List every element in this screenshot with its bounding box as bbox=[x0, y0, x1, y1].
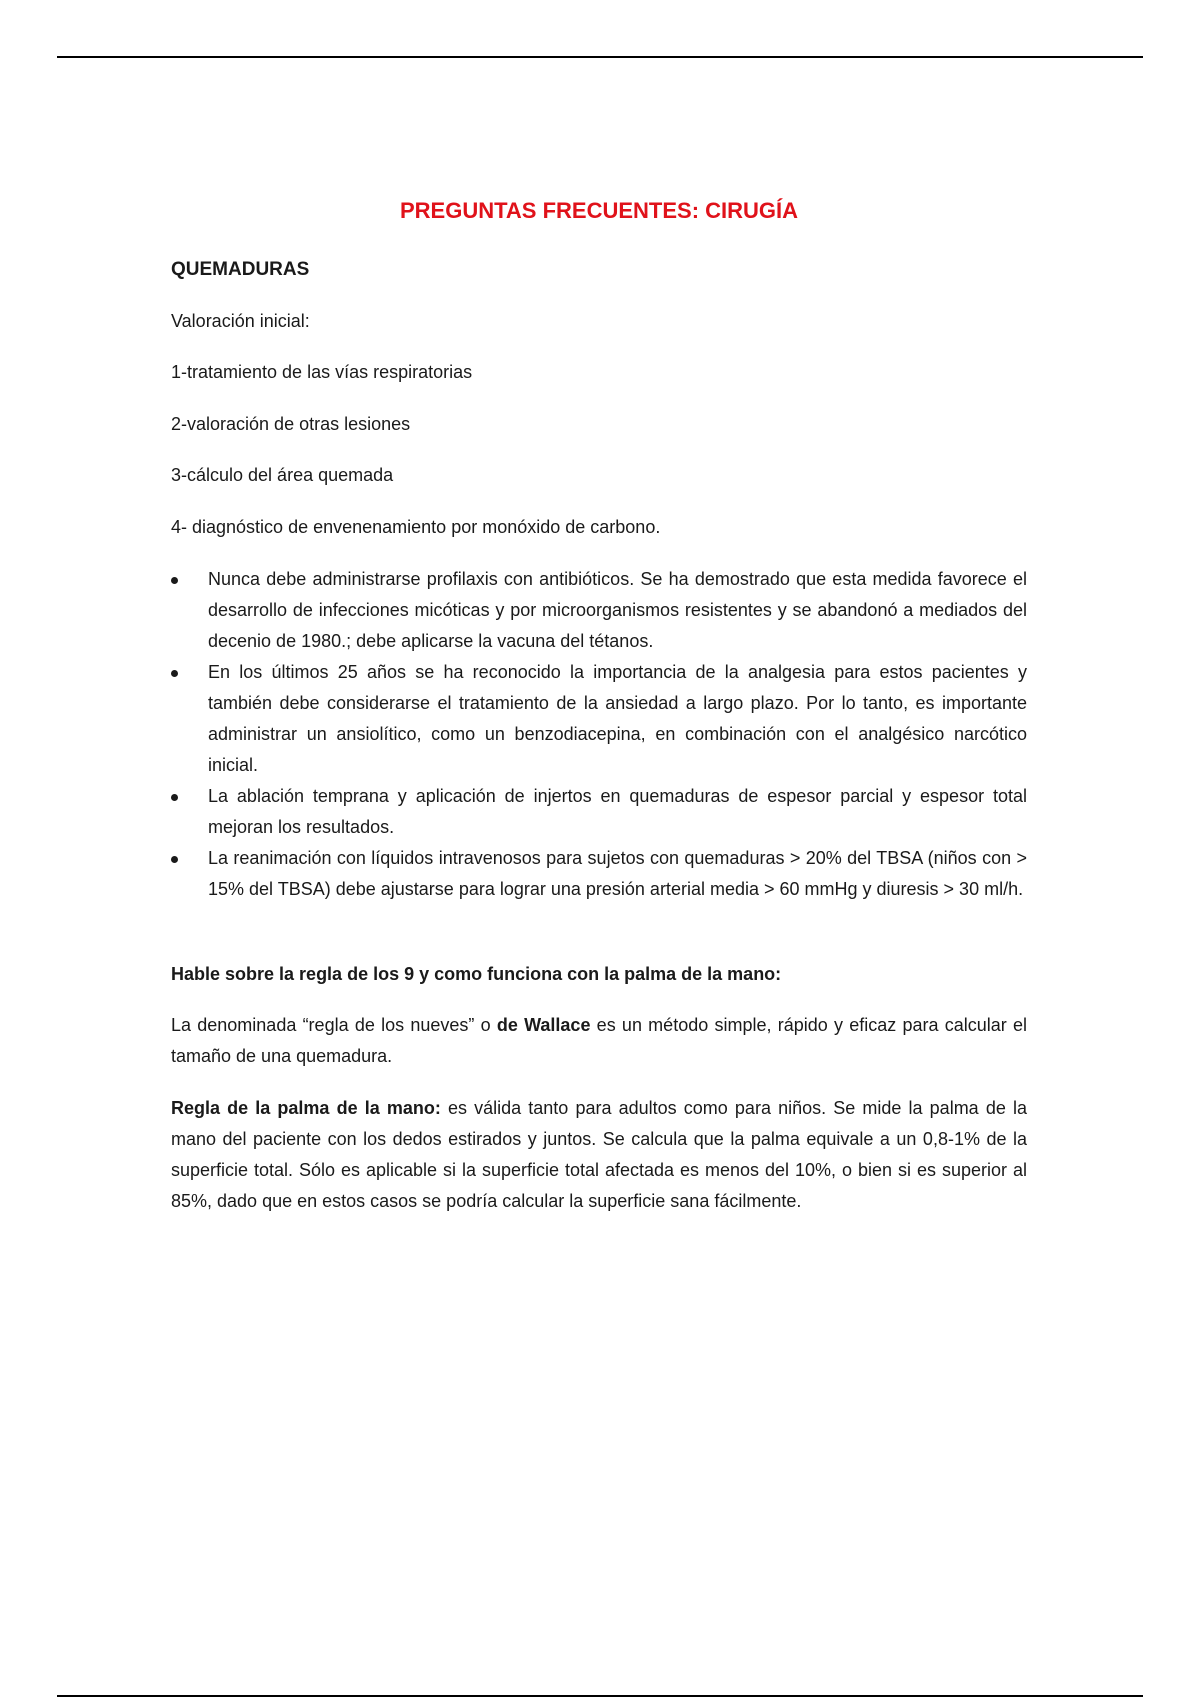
palma-bold: Regla de la palma de la mano: bbox=[171, 1098, 441, 1118]
list-item bbox=[171, 843, 1027, 905]
list-item bbox=[171, 781, 1027, 843]
bullet-text: La reanimación con líquidos intravenosos para sujetos con quemaduras > 20% del TBSA (niños con > 15% del TBSA) debe ajustarse para lograr una presión arterial media > 60 mmHg y diuresis > 30 ml/h. bbox=[208, 848, 1027, 899]
bullet-list bbox=[171, 564, 1027, 905]
wallace-bold: de Wallace bbox=[496, 1015, 591, 1035]
step-3: 3-cálculo del área quemada bbox=[171, 465, 394, 485]
step-2: 2-valoración de otras lesiones bbox=[171, 414, 411, 434]
bullet-icon bbox=[171, 794, 178, 801]
bullet-icon bbox=[171, 856, 178, 863]
wallace-paragraph bbox=[171, 1010, 1027, 1072]
footer-rule bbox=[57, 1695, 1143, 1697]
wallace-text-before: La denominada “regla de los nueves” o bbox=[171, 1015, 497, 1035]
palma-paragraph bbox=[171, 1093, 1027, 1217]
list-item bbox=[171, 657, 1027, 781]
header-rule bbox=[57, 56, 1143, 58]
wallace-text-after: es un método simple, rápido y eficaz para calcular el tamaño de una quemadura. bbox=[171, 1015, 1027, 1066]
bullet-icon bbox=[171, 577, 178, 584]
list-item bbox=[171, 564, 1027, 657]
step-1: 1-tratamiento de las vías respiratorias bbox=[171, 362, 473, 382]
question-heading: Hable sobre la regla de los 9 y como funciona con la palma de la mano: bbox=[171, 964, 782, 984]
bullet-text: En los últimos 25 años se ha reconocido la importancia de la analgesia para estos pacientes y también debe considerarse el tratamiento de la ansiedad a largo plazo. Por lo tanto, es importante administrar un ansiolítico, como un benzodiacepina, en combinación con el analgésico narcótico inicial. bbox=[208, 662, 1027, 775]
bullet-text: Nunca debe administrarse profilaxis con antibióticos. Se ha demostrado que esta medida favorece el desarrollo de infecciones micóticas y por microorganismos resistentes y se abandonó a mediados del decenio de 1980.; debe aplicarse la vacuna del tétanos. bbox=[208, 569, 1027, 651]
bullet-text: La ablación temprana y aplicación de injertos en quemaduras de espesor parcial y espesor total mejoran los resultados. bbox=[208, 786, 1027, 837]
valoracion-label: Valoración inicial: bbox=[171, 311, 310, 331]
page-title: PREGUNTAS FRECUENTES: CIRUGÍA bbox=[399, 198, 799, 223]
step-4: 4- diagnóstico de envenenamiento por monóxido de carbono. bbox=[171, 517, 661, 537]
palma-text: es válida tanto para adultos como para niños. Se mide la palma de la mano del paciente con los dedos estirados y juntos. Se calcula que la palma equivale a un 0,8-1% de la superficie total. Sólo es aplicable si la superficie total afectada es menos del 10%, o bien si es superior al 85%, dado que en estos casos se podría calcular la superficie sana fácilmente. bbox=[171, 1098, 1027, 1211]
bullet-icon bbox=[171, 670, 178, 677]
section-heading: QUEMADURAS bbox=[171, 259, 310, 280]
